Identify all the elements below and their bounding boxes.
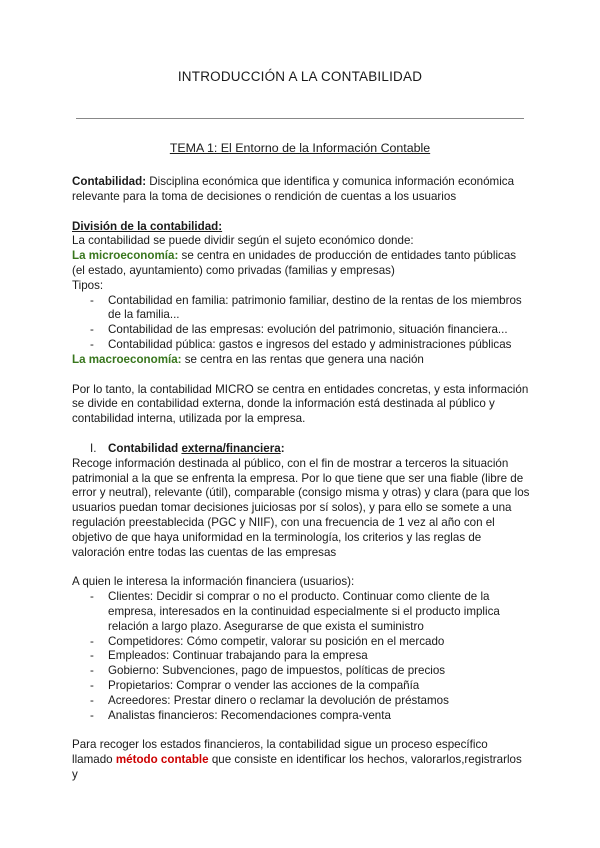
users-intro: A quien le interesa la información financiera (usuarios):	[72, 575, 355, 589]
section-paragraph: Recoge información destinada al público, con el fin de mostrar a terceros la situación patrimonial a la que se enfrenta la empresa. Por lo que tiene que ser una fiable (libre de error y neutral), relevante (útil), comparable (consigo misma y otras) y clara (para que los usuarios puedan tomar decisiones juiciosas por sí solos), y para ello se somete a una regulación preestablecida (PGC y NIIF), con una frecuencia de 1 vez al año con el objetivo de que haya uniformidad en la terminología, los criterios y las reglas de valoración entre todas las cuentas de las empresas	[72, 456, 530, 559]
micro-summary-paragraph: Por lo tanto, la contabilidad MICRO se centra en entidades concretas, y esta información se divide en contabilidad externa, donde la información está destinada al público y contabilidad interna, utilizada por la empresa.	[72, 382, 529, 426]
list-item: - Acreedores: Prestar dinero o reclamar la devolución de préstamos	[108, 694, 530, 709]
list-item: - Contabilidad de las empresas: evolución del patrimonio, situación financiera...	[108, 323, 530, 338]
list-item: - Contabilidad pública: gastos e ingresos del estado y administraciones públicas	[108, 338, 530, 353]
list-item: - Gobierno: Subvenciones, pago de impuestos, políticas de precios	[108, 664, 530, 679]
section-numeral: I.	[90, 441, 97, 455]
closing-paragraph: Para recoger los estados financieros, la contabilidad sigue un proceso específico llamado método contable que consiste en identificar los hechos, valorarlos,registrarlos y	[72, 738, 522, 781]
micro-term: La microeconomía:	[72, 249, 179, 263]
users-list	[72, 590, 530, 723]
division-heading: División de la contabilidad:	[72, 219, 223, 233]
section-title: Contabilidad externa/financiera:	[108, 441, 285, 455]
definition-text: Disciplina económica que identifica y comunica información económica relevante para la toma de decisiones o rendición de cuentas a los usuarios	[72, 175, 515, 203]
list-item: - Clientes: Decidir si comprar o no el producto. Continuar como cliente de la empresa, interesados en la continuidad especialmente si el producto implica relación a largo plazo. Asegurarse de que exista el suministro	[108, 590, 530, 634]
definition-paragraph	[72, 175, 530, 205]
macro-term: La macroeconomía:	[72, 352, 182, 366]
document-body	[72, 175, 530, 783]
types-list	[72, 294, 530, 353]
topic-heading: TEMA 1: El Entorno de la Información Contable	[169, 141, 431, 155]
list-item: - Empleados: Continuar trabajando para la empresa	[108, 649, 530, 664]
definition-term: Contabilidad:	[72, 175, 147, 188]
list-item: - Competidores: Cómo competir, valorar su posición en el mercado	[108, 635, 530, 650]
division-intro: La contabilidad se puede dividir según el sujeto económico donde:	[72, 234, 414, 248]
macro-text: se centra en las rentas que genera una nación	[181, 352, 424, 366]
section-heading	[72, 442, 530, 457]
list-item: - Contabilidad en familia: patrimonio familiar, destino de la rentas de los miembros de la familia...	[108, 294, 530, 324]
macro-paragraph-line	[72, 353, 530, 368]
document-title: INTRODUCCIÓN A LA CONTABILIDAD	[177, 69, 423, 84]
types-label: Tipos:	[72, 278, 104, 292]
list-item: - Analistas financieros: Recomendaciones compra-venta	[108, 709, 530, 724]
micro-paragraph-line	[72, 249, 530, 279]
method-highlight: método contable	[115, 753, 209, 767]
title-divider	[76, 118, 524, 119]
micro-text: se centra en unidades de producción de entidades tanto públicas (el estado, ayuntamiento) como privadas (familias y empresas)	[72, 249, 517, 277]
list-item: - Propietarios: Comprar o vender las acciones de la compañía	[108, 679, 530, 694]
